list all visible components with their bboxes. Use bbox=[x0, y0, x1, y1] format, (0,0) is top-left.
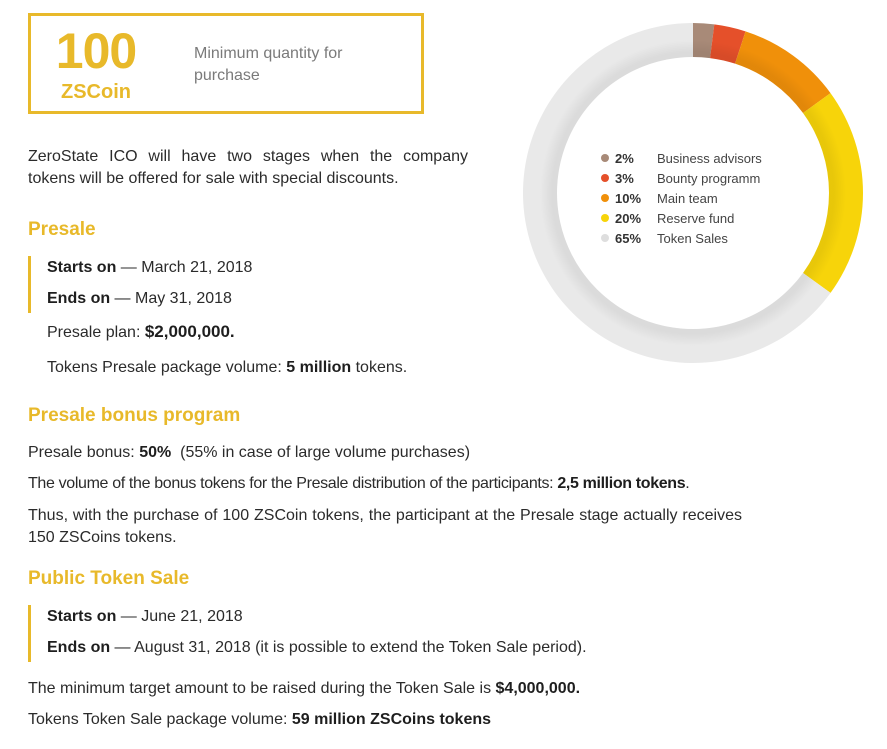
public-sale-volume bbox=[28, 710, 491, 730]
minimum-quantity-number: 100 bbox=[55, 23, 137, 79]
legend-label-main-team: Main team bbox=[657, 190, 718, 206]
legend-percent-reserve-fund: 20% bbox=[615, 210, 642, 226]
legend-dot-token-sales bbox=[601, 234, 609, 242]
bonus-volume-suffix: . bbox=[685, 475, 690, 492]
public-sale-starts bbox=[47, 607, 243, 627]
presale-plan bbox=[47, 322, 235, 343]
legend-label-business-advisors: Business advisors bbox=[657, 150, 762, 166]
legend-dot-bounty-programm bbox=[601, 174, 609, 182]
legend-percent-main-team: 10% bbox=[615, 190, 642, 206]
intro-text: ZeroState ICO will have two stages when the company tokens will be offered for sale with special discounts. bbox=[28, 148, 468, 187]
bonus-rate-prefix: Presale bonus: bbox=[28, 444, 140, 461]
public-sale-starts-label: Starts on bbox=[47, 608, 117, 625]
public-sale-heading: Public Token Sale bbox=[28, 568, 190, 589]
minimum-quantity-box bbox=[28, 13, 424, 114]
public-sale-target-prefix: The minimum target amount to be raised during the Token Sale is bbox=[28, 680, 496, 697]
legend-item-main-team bbox=[601, 188, 762, 208]
presale-plan-value: $2,000,000. bbox=[144, 322, 235, 341]
bonus-rate bbox=[28, 443, 470, 463]
public-sale-dates-bar bbox=[28, 605, 31, 662]
public-sale-ends-value: — August 31, 2018 (it is possible to extend the Token Sale period). bbox=[110, 639, 587, 656]
public-sale-target bbox=[28, 679, 580, 699]
legend-dot-reserve-fund bbox=[601, 214, 609, 222]
presale-starts-value: — March 21, 2018 bbox=[116, 259, 253, 276]
bonus-volume-prefix: The volume of the bonus tokens for the Presale distribution of the participants: bbox=[28, 475, 558, 492]
presale-ends-label: Ends on bbox=[47, 290, 111, 307]
presale-volume-value: 5 million bbox=[286, 359, 352, 376]
bonus-heading: Presale bonus program bbox=[28, 405, 241, 426]
public-sale-ends bbox=[47, 638, 587, 658]
bonus-explanation: Thus, with the purchase of 100 ZSCoin tokens, the participant at the Presale stage actually receives 150 ZSCoins tokens. bbox=[28, 507, 742, 546]
public-sale-volume-prefix: Tokens Token Sale package volume: bbox=[28, 711, 292, 728]
presale-starts bbox=[47, 258, 252, 278]
presale-ends bbox=[47, 289, 232, 309]
presale-plan-prefix: Presale plan: bbox=[47, 324, 145, 341]
legend-item-reserve-fund bbox=[601, 208, 762, 228]
presale-dates-bar bbox=[28, 256, 31, 313]
legend-percent-bounty-programm: 3% bbox=[615, 170, 634, 186]
presale-volume-prefix: Tokens Presale package volume: bbox=[47, 359, 287, 376]
presale-volume bbox=[47, 358, 407, 378]
public-sale-volume-value: 59 million ZSCoins tokens bbox=[291, 711, 492, 728]
bonus-volume bbox=[28, 474, 689, 494]
bonus-rate-suffix: (55% in case of large volume purchases) bbox=[171, 444, 471, 461]
public-sale-ends-label: Ends on bbox=[47, 639, 111, 656]
legend-dot-main-team bbox=[601, 194, 609, 202]
bonus-rate-value: 50% bbox=[139, 444, 172, 461]
legend-percent-token-sales: 65% bbox=[615, 230, 642, 246]
legend-label-reserve-fund: Reserve fund bbox=[657, 210, 735, 226]
legend-dot-business-advisors bbox=[601, 154, 609, 162]
legend-item-bounty-programm bbox=[601, 168, 762, 188]
minimum-quantity-description: Minimum quantity for purchase bbox=[194, 45, 343, 84]
legend-item-business-advisors bbox=[601, 148, 762, 168]
public-sale-starts-value: — June 21, 2018 bbox=[116, 608, 243, 625]
chart-legend bbox=[601, 148, 762, 248]
legend-label-token-sales: Token Sales bbox=[657, 230, 728, 246]
presale-volume-suffix: tokens. bbox=[351, 359, 408, 376]
presale-ends-value: — May 31, 2018 bbox=[110, 290, 232, 307]
bonus-volume-value: 2,5 million tokens bbox=[557, 475, 686, 492]
legend-label-bounty-programm: Bounty programm bbox=[657, 170, 761, 186]
presale-starts-label: Starts on bbox=[47, 259, 117, 276]
legend-percent-business-advisors: 2% bbox=[615, 150, 634, 166]
legend-item-token-sales bbox=[601, 228, 762, 248]
minimum-quantity-unit: ZSCoin bbox=[61, 81, 131, 103]
public-sale-target-value: $4,000,000. bbox=[495, 680, 581, 697]
presale-heading: Presale bbox=[28, 219, 96, 240]
